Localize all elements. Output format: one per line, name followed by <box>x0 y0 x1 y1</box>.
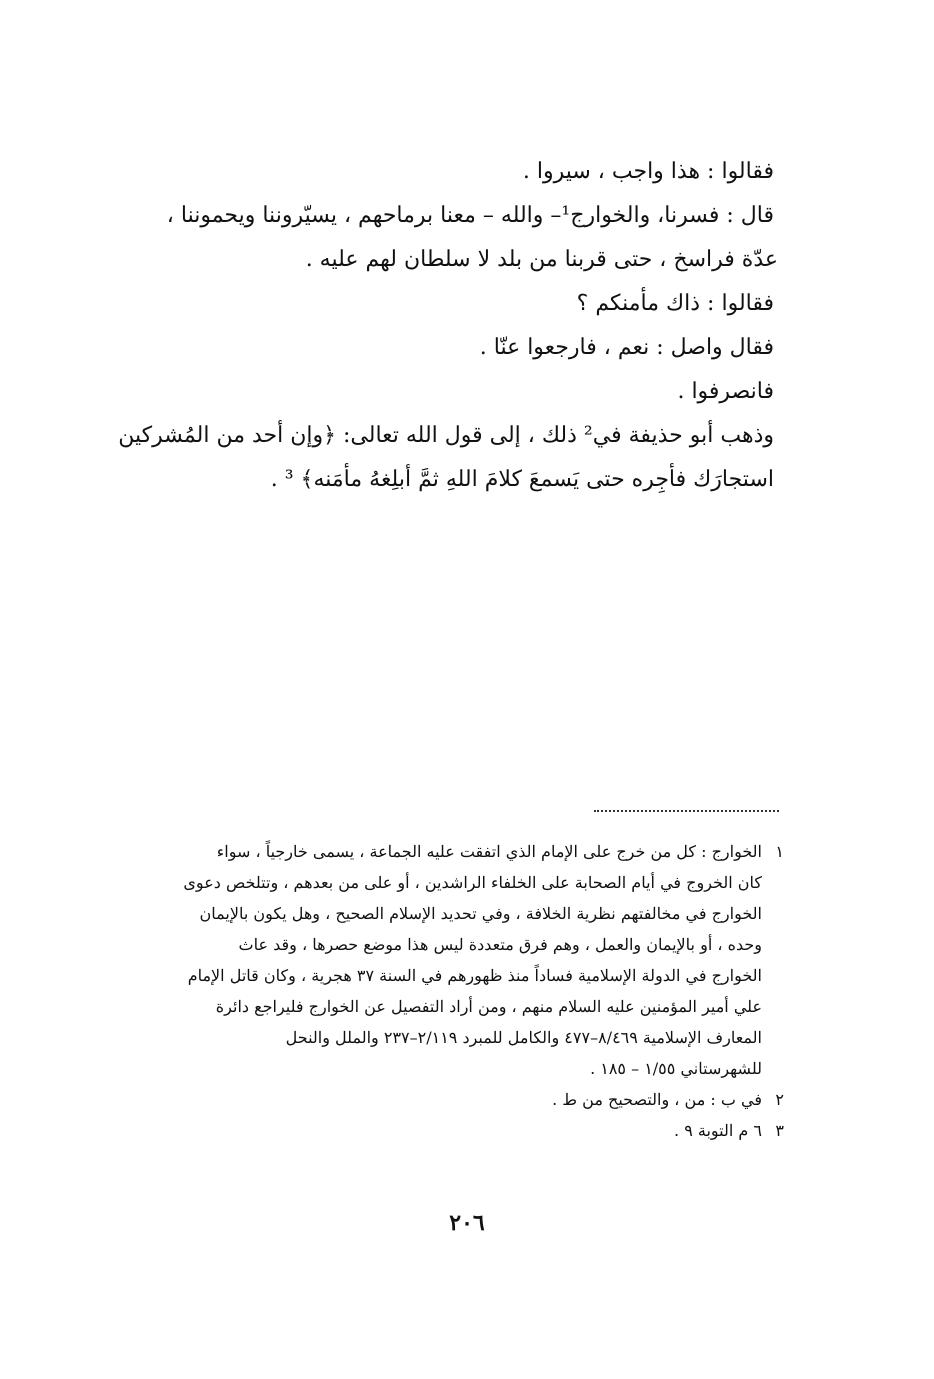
footnote-text: علي أمير المؤمنين عليه السلام منهم ، ومن أراد التفصيل عن الخوارج فليراجع دائرة <box>215 997 762 1016</box>
main-text <box>104 150 778 502</box>
footnote-separator <box>594 810 779 812</box>
footnote-2 <box>104 1084 784 1115</box>
footnote-number: ١ <box>775 842 784 861</box>
text-line: استجارَك فأجِره حتى يَسمعَ كلامَ اللهِ ثمَّ أبلِغهُ مأمَنه﴾ ³ . <box>270 467 774 492</box>
page-number: ٢٠٦ <box>449 1210 485 1236</box>
footnote-text: في ب : من ، والتصحيح من ط . <box>552 1090 762 1109</box>
footnote-text: كان الخروج في أيام الصحابة على الخلفاء الراشدين ، أو على من بعدهم ، وتتلخص دعوى <box>183 873 762 892</box>
footnote-text: الخوارج في مخالفتهم نظرية الخلافة ، وفي تحديد الإسلام الصحيح ، وهل يكون بالإيمان <box>199 904 762 923</box>
footnote-text: الخوارج في الدولة الإسلامية فساداً منذ ظهورهم في السنة ٣٧ هجرية ، وكان قاتل الإمام <box>187 966 762 985</box>
footnote-1 <box>104 836 784 867</box>
footnote-number: ٣ <box>775 1121 784 1140</box>
footnote-3 <box>104 1115 784 1146</box>
footnote-text: المعارف الإسلامية ٨/٤٦٩–٤٧٧ والكامل للمبرد ٢/١١٩–٢٣٧ والملل والنحل <box>285 1028 762 1047</box>
footnotes <box>104 836 784 1146</box>
text-line: فانصرفوا . <box>677 379 774 404</box>
footnote-text: الخوارج : كل من خرج على الإمام الذي اتفقت عليه الجماعة ، يسمى خارجياً ، سواء <box>216 842 762 861</box>
text-line: قال : فسرنا، والخوارج¹– والله – معنا برماحهم ، يسيّروننا ويحموننا ، <box>166 203 774 228</box>
text-line: فقال واصل : نعم ، فارجعوا عنّا . <box>479 335 774 360</box>
footnote-text: ٦ م التوبة ٩ . <box>674 1121 762 1140</box>
text-line: فقالوا : هذا واجب ، سيروا . <box>522 159 774 184</box>
text-line: عدّة فراسخ ، حتى قربنا من بلد لا سلطان لهم عليه . <box>305 247 778 272</box>
text-line: وذهب أبو حذيفة في² ذلك ، إلى قول الله تعالى: ﴿وإن أحد من المُشركين <box>118 423 774 448</box>
footnote-text: للشهرستاني ١/٥٥ – ١٨٥ . <box>590 1059 762 1078</box>
footnote-text: وحده ، أو بالإيمان والعمل ، وهم فرق متعددة ليس هذا موضع حصرها ، وقد عاث <box>238 935 762 954</box>
text-line: فقالوا : ذاك مأمنكم ؟ <box>576 291 774 316</box>
footnote-number: ٢ <box>775 1090 784 1109</box>
